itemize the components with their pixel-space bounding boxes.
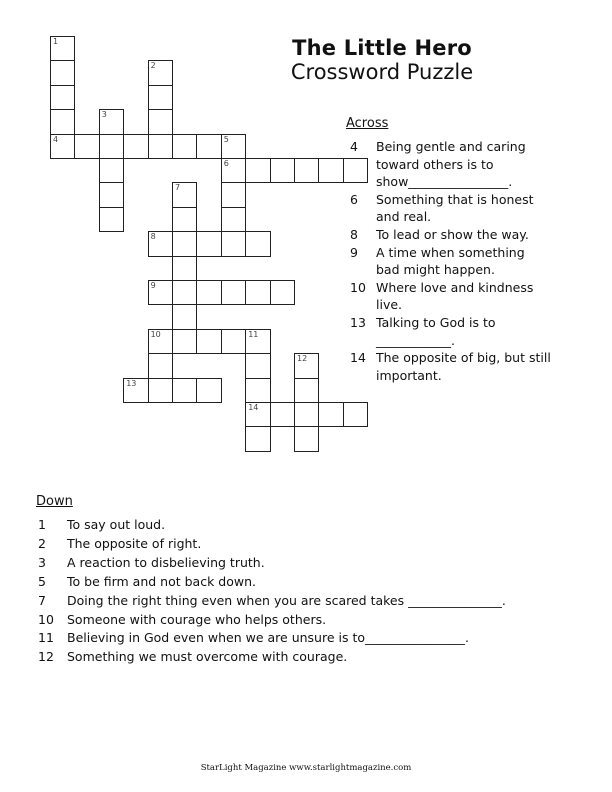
grid-cell[interactable] (148, 353, 173, 378)
clue-text: Someone with courage who helps others. (67, 611, 327, 627)
down-clue (38, 535, 598, 554)
grid-cell[interactable] (50, 60, 75, 85)
clue-number: 10 (38, 611, 54, 627)
grid-cell-number: 12 (297, 354, 308, 364)
clue-number: 12 (38, 649, 54, 665)
grid-cell[interactable] (50, 109, 75, 134)
down-clue (38, 611, 598, 630)
grid-cell[interactable] (172, 231, 197, 256)
grid-cell[interactable] (50, 36, 75, 61)
grid-cell-number: 2 (150, 61, 156, 71)
clue-text: live. (376, 297, 403, 313)
grid-cell[interactable] (148, 85, 173, 110)
page-subtitle: Crossword Puzzle (290, 60, 474, 84)
grid-cell[interactable] (172, 329, 197, 354)
clue-number: 9 (350, 244, 358, 260)
clue-text: Being gentle and caring (376, 139, 526, 154)
clue-text: Something that is honest (376, 191, 534, 207)
across-clue (350, 314, 580, 349)
down-clue (38, 554, 598, 573)
grid-cell[interactable] (270, 280, 295, 305)
grid-cell[interactable] (50, 134, 75, 159)
grid-cell-number: 1 (53, 37, 59, 46)
clue-number: 2 (38, 535, 46, 551)
clue-text: Believing in God even when we are unsure is to________________. (67, 630, 469, 646)
grid-cell[interactable] (245, 353, 270, 378)
grid-cell[interactable] (148, 231, 173, 256)
down-clue (38, 516, 598, 535)
across-clue (350, 279, 580, 314)
clue-text: Where love and kindness (376, 279, 534, 295)
grid-cell[interactable] (148, 280, 173, 305)
grid-cell[interactable] (196, 329, 221, 354)
grid-cell-number: 11 (248, 329, 259, 339)
grid-cell[interactable] (245, 329, 270, 354)
grid-cell[interactable] (270, 158, 295, 183)
grid-cell[interactable] (148, 329, 173, 354)
clue-text: Something we must overcome with courage. (67, 649, 348, 665)
grid-cell-number: 6 (223, 159, 229, 168)
clue-number: 13 (350, 315, 366, 330)
clue-text: To lead or show the way. (376, 227, 529, 242)
page-title: The Little Hero (292, 36, 472, 60)
grid-cell[interactable] (99, 109, 124, 134)
clue-text: To say out loud. (67, 517, 166, 532)
clue-text: Doing the right thing even when you are scared takes _______________. (67, 592, 506, 608)
grid-cell-number: 5 (223, 134, 229, 144)
grid-cell[interactable] (50, 85, 75, 110)
grid-cell[interactable] (99, 207, 124, 232)
grid-cell[interactable] (123, 134, 148, 159)
grid-cell[interactable] (196, 280, 221, 305)
grid-cell[interactable] (270, 402, 295, 427)
clue-text: A time when something (376, 244, 525, 260)
grid-cell[interactable] (245, 280, 270, 305)
clue-text: A reaction to disbelieving truth. (67, 554, 265, 570)
grid-cell-number: 9 (150, 281, 156, 290)
grid-cell[interactable] (318, 402, 343, 427)
clue-text: bad might happen. (376, 262, 495, 278)
clue-number: 6 (350, 191, 358, 207)
footer-credit: StarLight Magazine www.starlightmagazine.com (200, 763, 412, 773)
grid-cell[interactable] (245, 426, 270, 451)
grid-cell[interactable] (221, 207, 246, 232)
grid-cell[interactable] (294, 158, 319, 183)
clue-text: Talking to God is to (376, 315, 496, 330)
across-heading: Across (346, 116, 389, 131)
clue-number: 14 (350, 350, 366, 366)
grid-cell[interactable] (294, 402, 319, 427)
grid-cell-number: 8 (150, 232, 156, 242)
grid-cell-number: 14 (248, 403, 259, 412)
clue-text: ____________. (376, 332, 455, 348)
grid-cell[interactable] (221, 182, 246, 207)
grid-cell[interactable] (172, 207, 197, 232)
across-clue (350, 349, 580, 384)
down-heading: Down (36, 494, 73, 509)
grid-cell[interactable] (245, 402, 270, 427)
clue-text: The opposite of big, but still (376, 350, 551, 366)
grid-cell[interactable] (221, 329, 246, 354)
down-clue (38, 629, 598, 648)
grid-cell[interactable] (343, 402, 368, 427)
grid-cell[interactable] (221, 231, 246, 256)
clue-number: 5 (38, 573, 46, 589)
grid-cell[interactable] (172, 280, 197, 305)
across-clue (350, 191, 580, 226)
clue-text: important. (376, 367, 442, 383)
grid-cell[interactable] (172, 378, 197, 403)
down-clue (38, 648, 598, 667)
grid-cell[interactable] (196, 378, 221, 403)
across-clue (350, 138, 580, 191)
grid-cell[interactable] (294, 426, 319, 451)
grid-cell[interactable] (148, 60, 173, 85)
grid-cell[interactable] (221, 280, 246, 305)
grid-cell-number: 4 (53, 134, 59, 144)
grid-cell[interactable] (172, 182, 197, 207)
grid-cell[interactable] (196, 134, 221, 159)
clue-number: 7 (38, 592, 46, 608)
clue-text: toward others is to (376, 156, 494, 172)
grid-cell[interactable] (318, 158, 343, 183)
clue-text: The opposite of right. (67, 535, 202, 551)
grid-cell[interactable] (221, 134, 246, 159)
clue-number: 4 (350, 139, 358, 154)
clue-number: 1 (38, 517, 46, 532)
grid-cell[interactable] (99, 158, 124, 183)
across-clue (350, 244, 580, 279)
clue-text: show________________. (376, 174, 513, 190)
clue-text: To be firm and not back down. (67, 573, 256, 589)
grid-cell-number: 3 (101, 110, 107, 120)
clue-number: 8 (350, 227, 358, 242)
clue-number: 10 (350, 279, 366, 295)
grid-cell-number: 7 (175, 183, 181, 193)
down-clue (38, 573, 598, 592)
grid-cell[interactable] (221, 158, 246, 183)
down-clue (38, 592, 598, 611)
grid-cell[interactable] (294, 353, 319, 378)
grid-cell[interactable] (148, 134, 173, 159)
clue-number: 3 (38, 554, 46, 570)
grid-cell-number: 10 (150, 329, 161, 339)
grid-cell[interactable] (172, 134, 197, 159)
grid-cell[interactable] (172, 256, 197, 281)
grid-cell[interactable] (148, 109, 173, 134)
grid-cell[interactable] (99, 182, 124, 207)
grid-cell[interactable] (172, 304, 197, 329)
grid-cell[interactable] (148, 378, 173, 403)
grid-cell-number: 13 (126, 378, 137, 388)
grid-cell[interactable] (196, 231, 221, 256)
grid-cell[interactable] (99, 134, 124, 159)
across-clue (350, 226, 580, 244)
grid-cell[interactable] (294, 378, 319, 403)
clue-text: and real. (376, 209, 432, 225)
grid-cell[interactable] (245, 158, 270, 183)
grid-cell[interactable] (123, 378, 148, 403)
clue-number: 11 (38, 630, 54, 646)
grid-cell[interactable] (74, 134, 99, 159)
grid-cell[interactable] (245, 378, 270, 403)
grid-cell[interactable] (245, 231, 270, 256)
